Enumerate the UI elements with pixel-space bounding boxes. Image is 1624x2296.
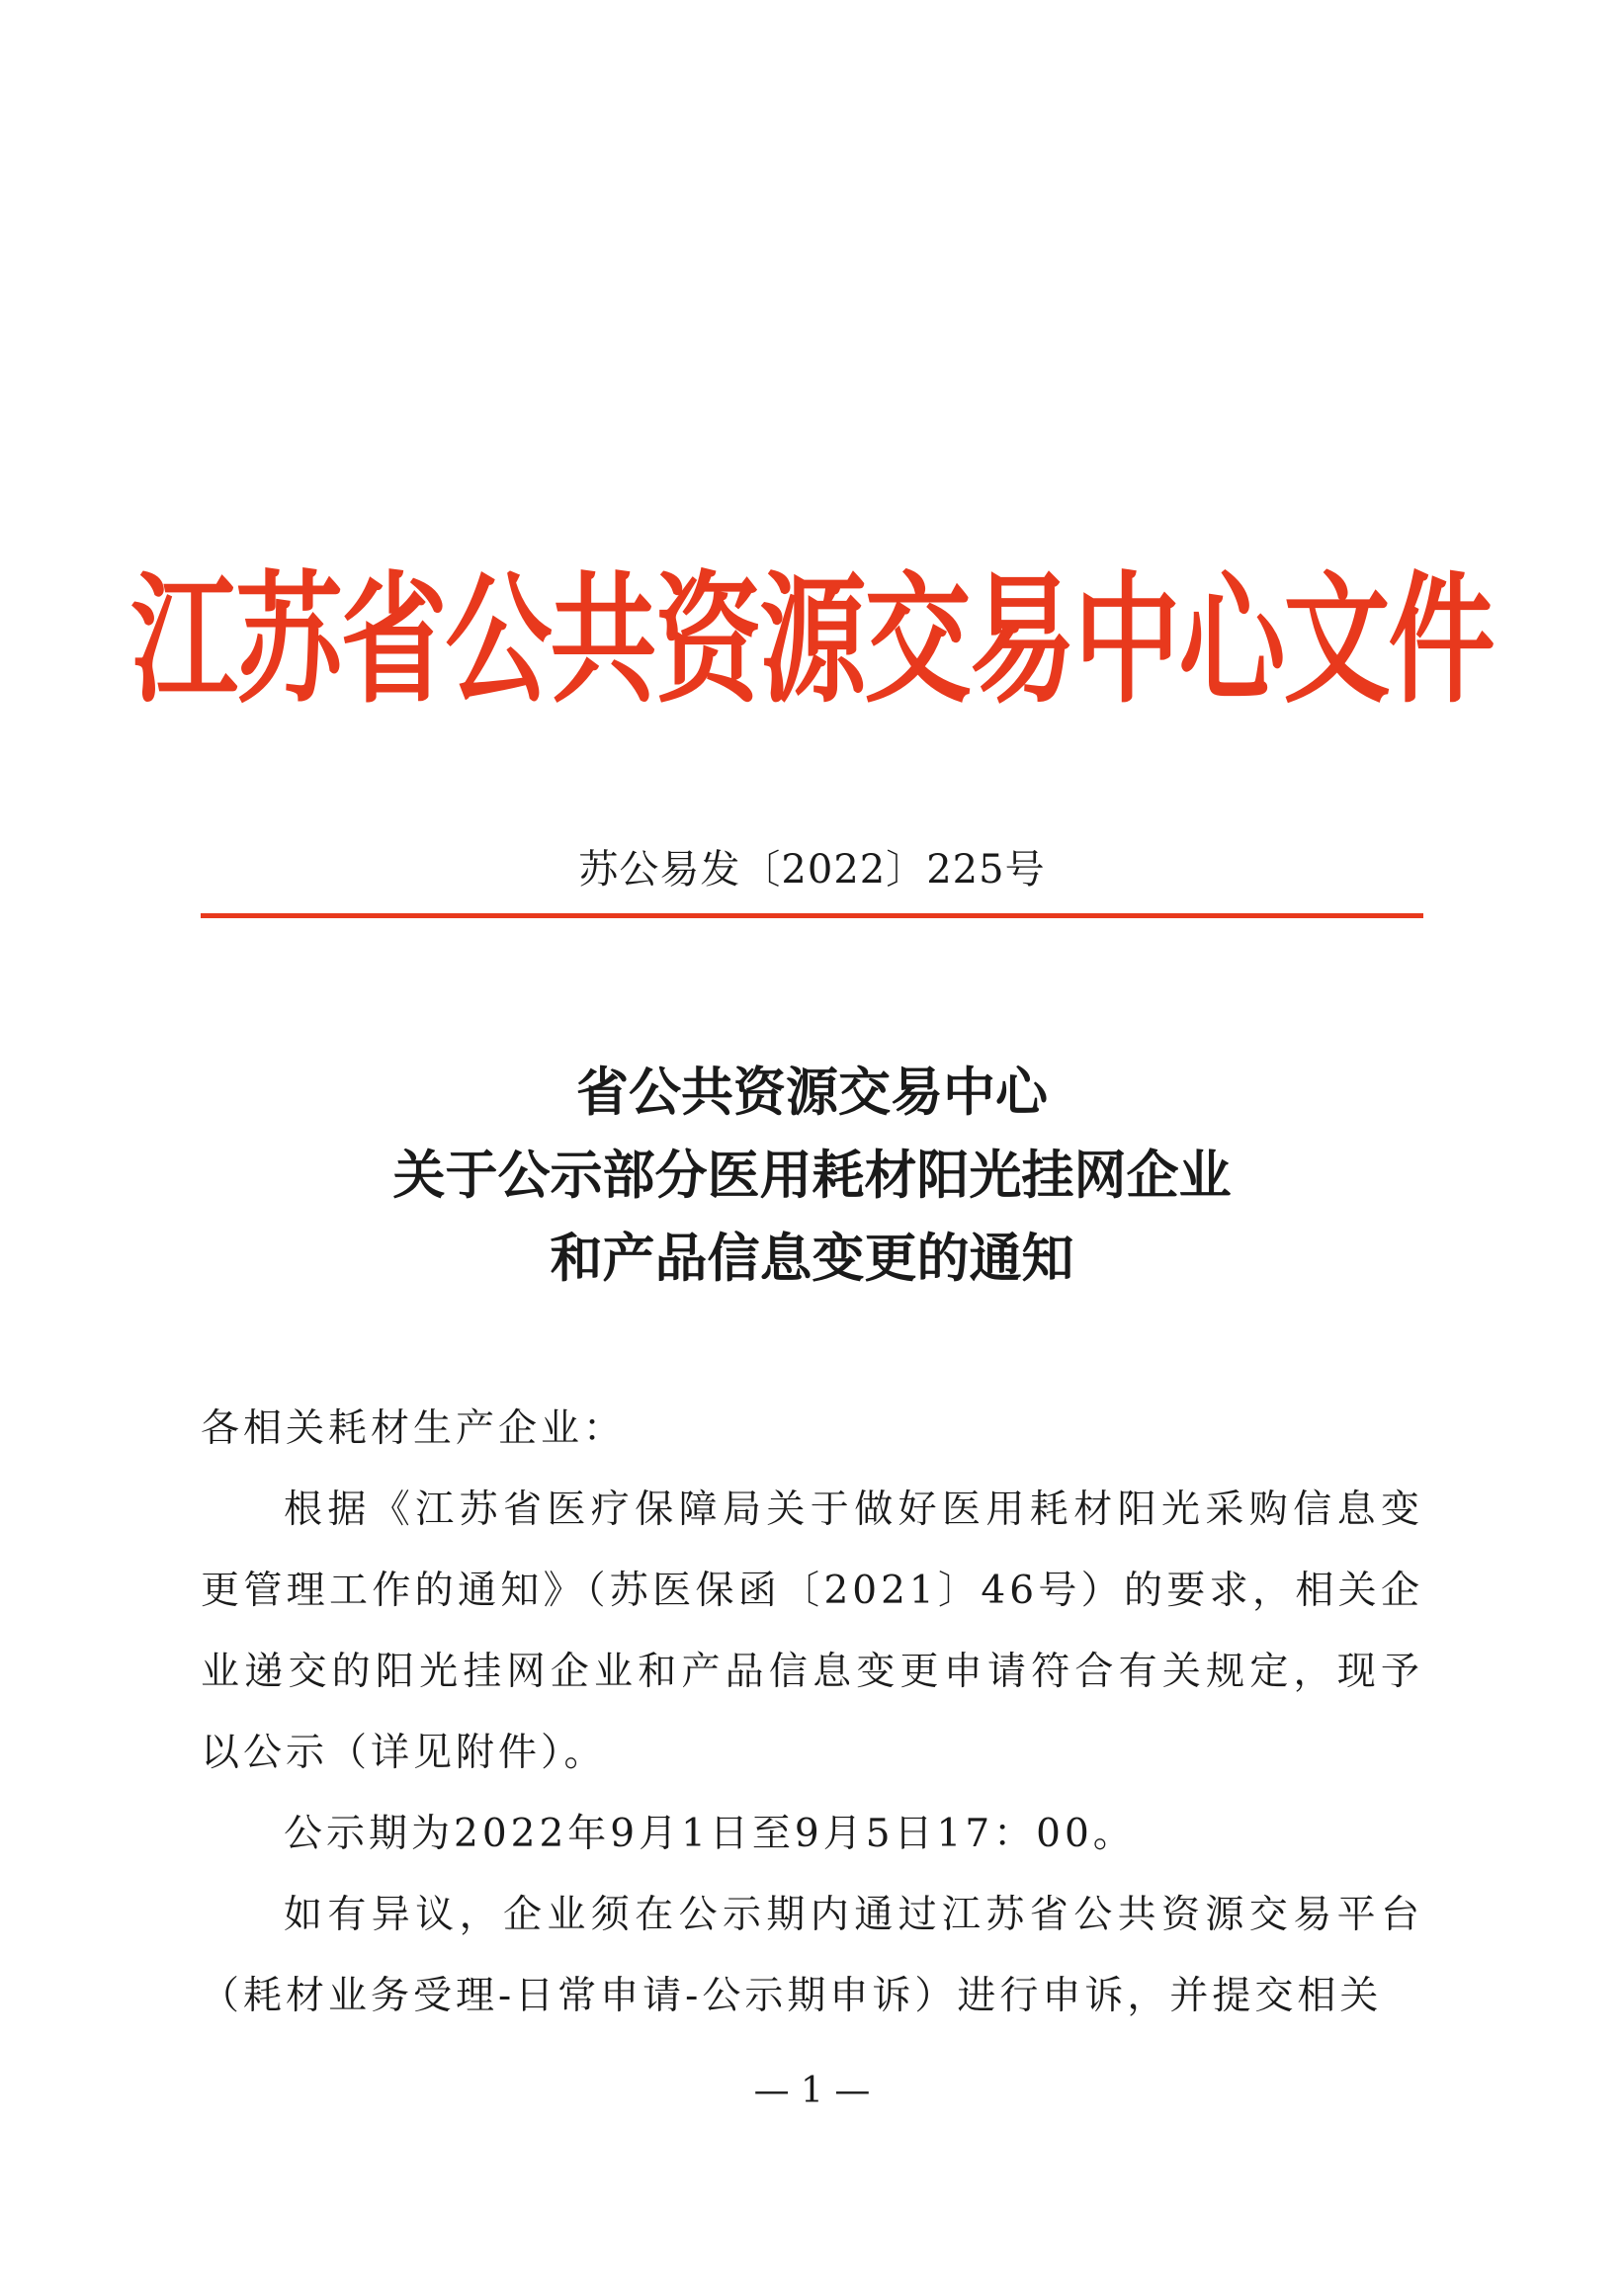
title-line-3: 和产品信息变更的通知 — [550, 1228, 1074, 1289]
page-number: — 1 — — [753, 2071, 871, 2111]
masthead-title: 江苏省公共资源交易中心文件 — [130, 558, 1494, 723]
paragraph-basis: 根据《江苏省医疗保障局关于做好医用耗材阳光采购信息变更管理工作的通知》（苏医保函〔2021〕46号）的要求，相关企业递交的阳光挂网企业和产品信息变更申请符合有关规定，现予以公示（详见附件）。 — [201, 1488, 1423, 1775]
title-line-2: 关于公示部分医用耗材阳光挂网企业 — [392, 1145, 1232, 1206]
salutation: 各相关耗材生产企业： — [201, 1406, 627, 1451]
notice-title — [0, 1051, 1624, 1300]
red-divider-line — [201, 913, 1423, 918]
document-number: 苏公易发〔2022〕225号 — [578, 847, 1046, 893]
title-line-1: 省公共资源交易中心 — [576, 1062, 1048, 1123]
paragraph-period: 公示期为2022年9月1日至9月5日17：00。 — [284, 1812, 1136, 1856]
notice-body — [201, 1389, 1423, 2037]
paragraph-objection: 如有异议，企业须在公示期内通过江苏省公共资源交易平台（耗材业务受理-日常申请-公示期申诉）进行申诉，并提交相关 — [201, 1893, 1423, 2018]
